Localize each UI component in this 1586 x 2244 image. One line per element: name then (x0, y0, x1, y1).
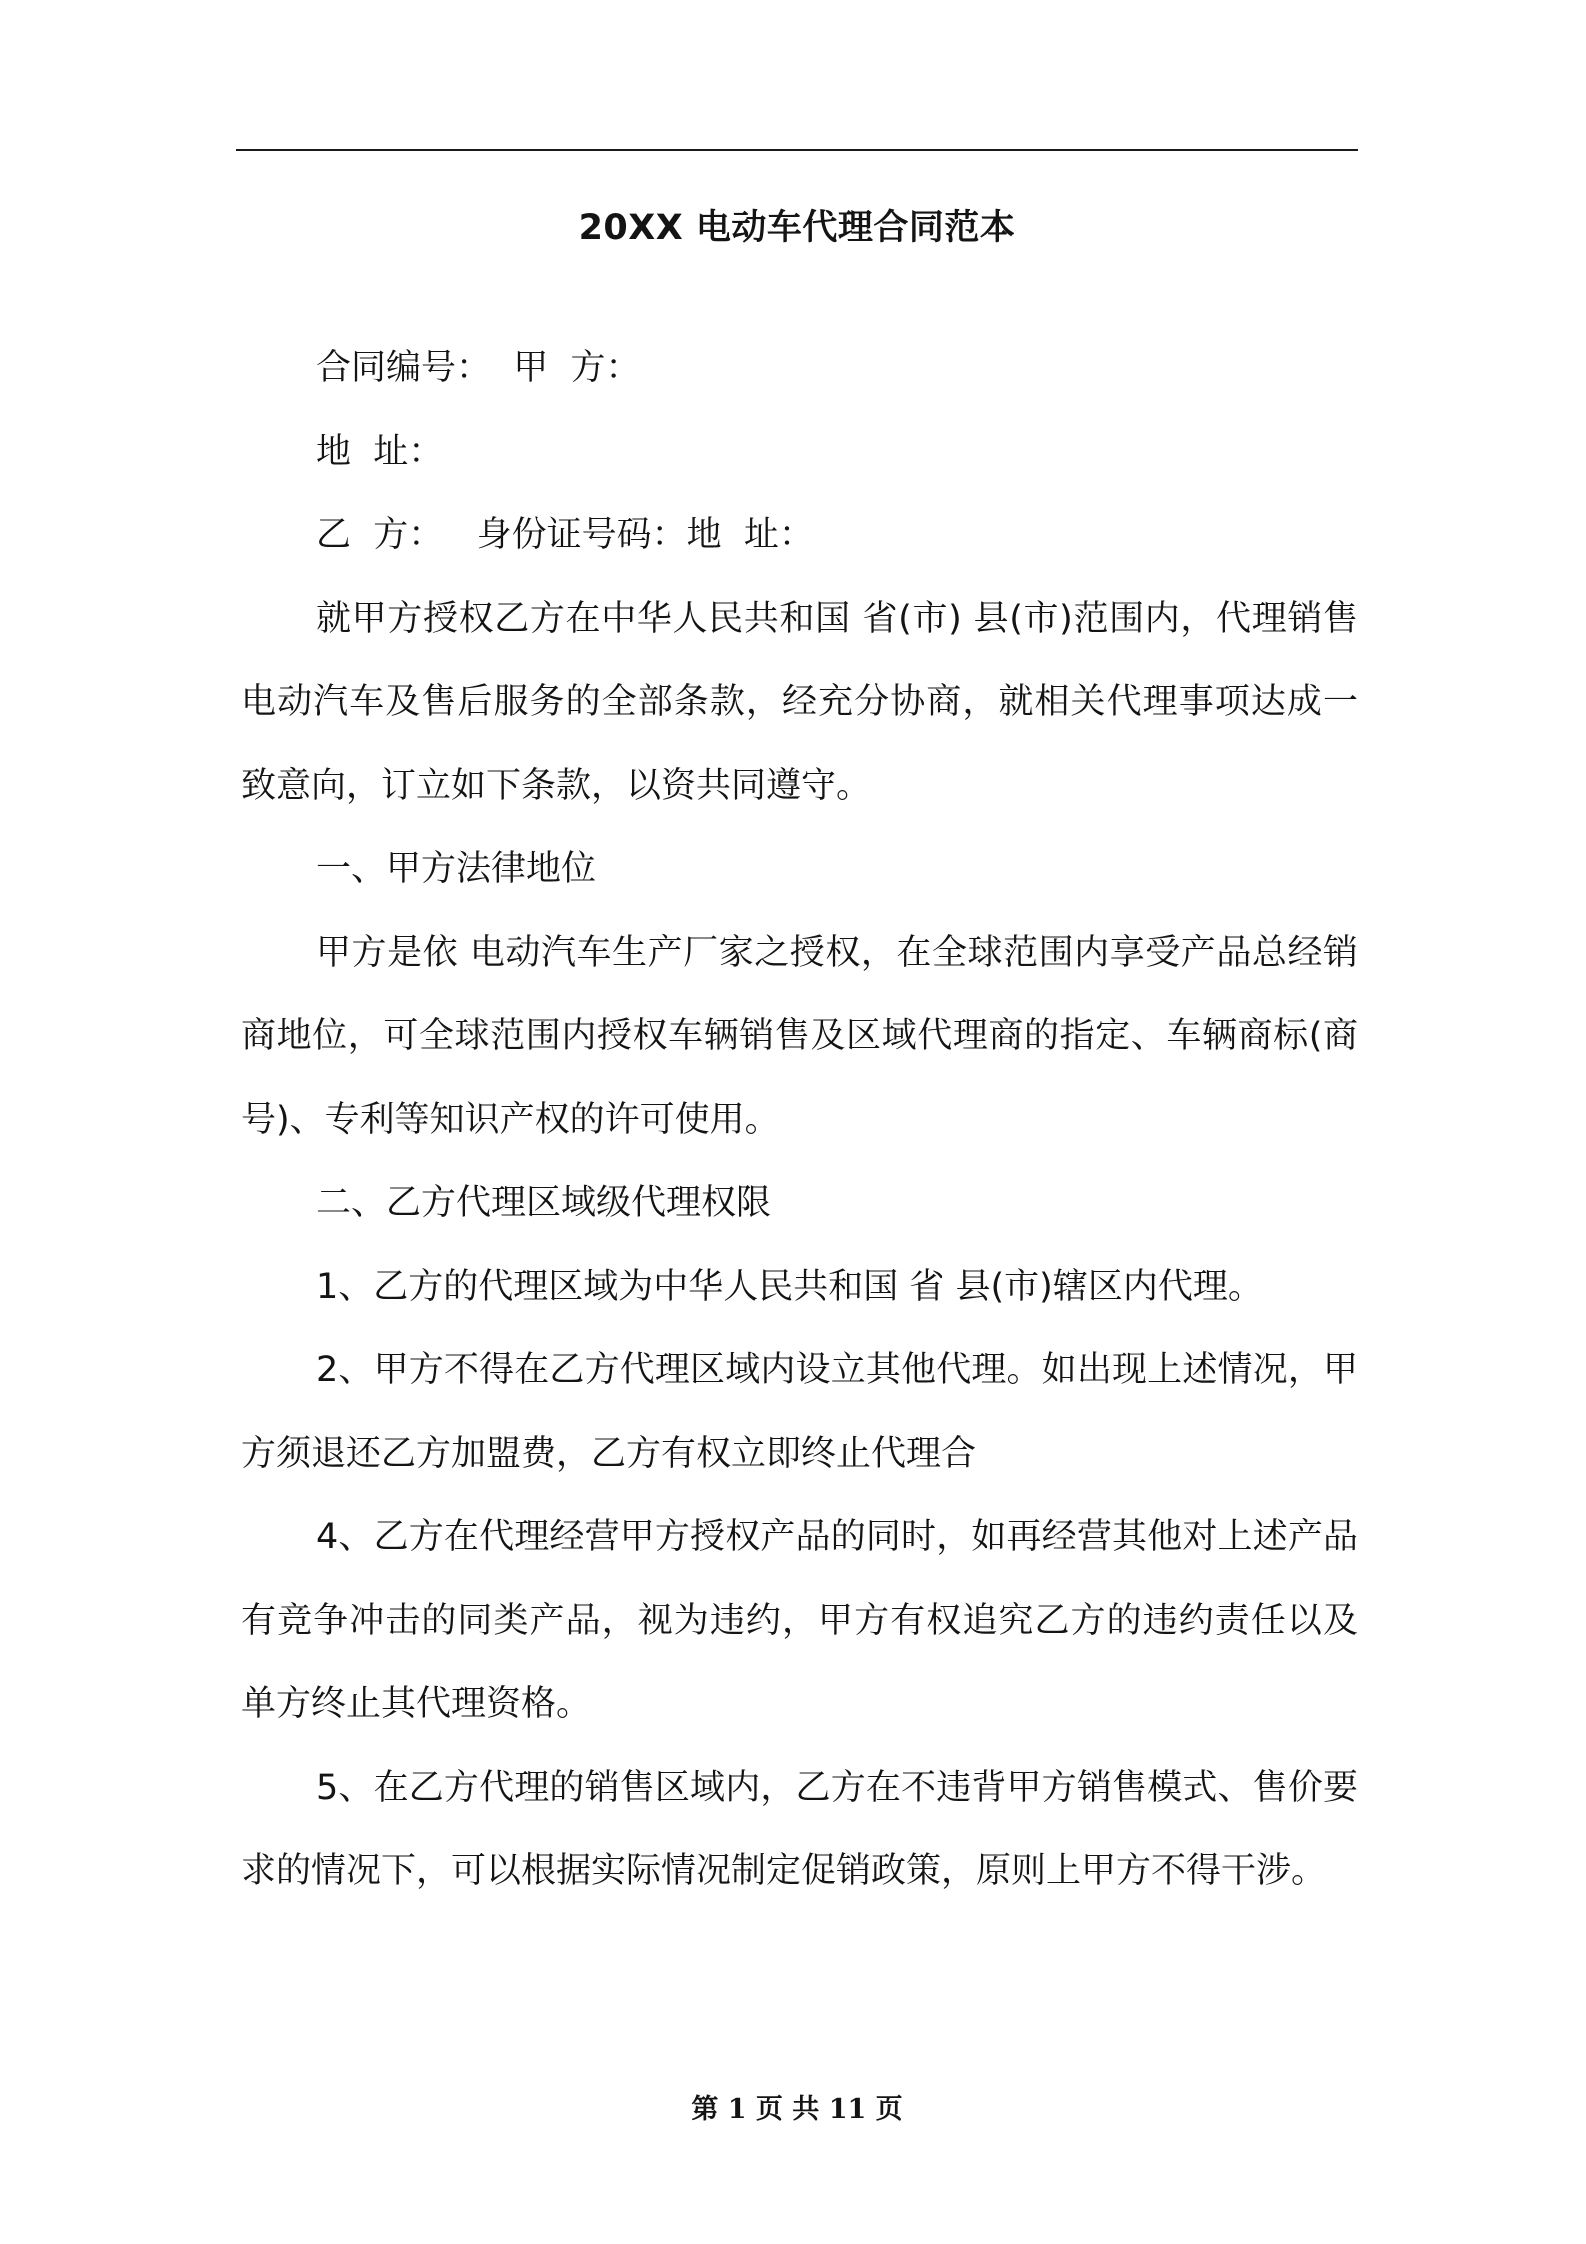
section-heading-2: 二、乙方代理区域级代理权限 (316, 1183, 772, 1223)
party-b-id-address-field: 乙 方： 身份证号码：地 址： (316, 515, 814, 555)
page-number: 第 1 页 共 11 页 (691, 2094, 903, 2125)
section-heading-1: 一、甲方法律地位 (316, 849, 597, 889)
header-rule (236, 149, 1358, 151)
clause-4-paragraph: 4、乙方在代理经营甲方授权产品的同时，如再经营其他对上述产品有竞争冲击的同类产品，视为违约，甲方有权追究乙方的违约责任以及单方终止其代理资格。 (241, 1517, 1358, 1724)
preamble-paragraph: 就甲方授权乙方在中华人民共和国 省(市) 县(市)范围内，代理销售 电动汽车及售后服务的全部条款，经充分协商，就相关代理事项达成一致意向，订立如下条款，以资共同遵守。 (241, 598, 1358, 806)
clause-2-paragraph: 2、甲方不得在乙方代理区域内设立其他代理。如出现上述情况，甲方须退还乙方加盟费，乙方有权立即终止代理合 (241, 1350, 1358, 1474)
party-a-address-field: 地 址： (316, 431, 444, 472)
document-body (241, 327, 1358, 1914)
contract-number-and-party-a-field: 合同编号： 甲 方： (316, 348, 641, 388)
document-title: 20XX 电动车代理合同范本 (578, 208, 1016, 248)
section-1-paragraph: 甲方是依 电动汽车生产厂家之授权，在全球范围内享受产品总经销商地位，可全球范围内授权车辆销售及区域代理商的指定、车辆商标(商号)、专利等知识产权的许可使用。 (241, 932, 1358, 1140)
clause-1-paragraph: 1、乙方的代理区域为中华人民共和国 省 县(市)辖区内代理。 (316, 1266, 1263, 1307)
clause-5-paragraph: 5、在乙方代理的销售区域内，乙方在不违背甲方销售模式、售价要求的情况下，可以根据实际情况制定促销政策，原则上甲方不得干涉。 (241, 1767, 1358, 1891)
